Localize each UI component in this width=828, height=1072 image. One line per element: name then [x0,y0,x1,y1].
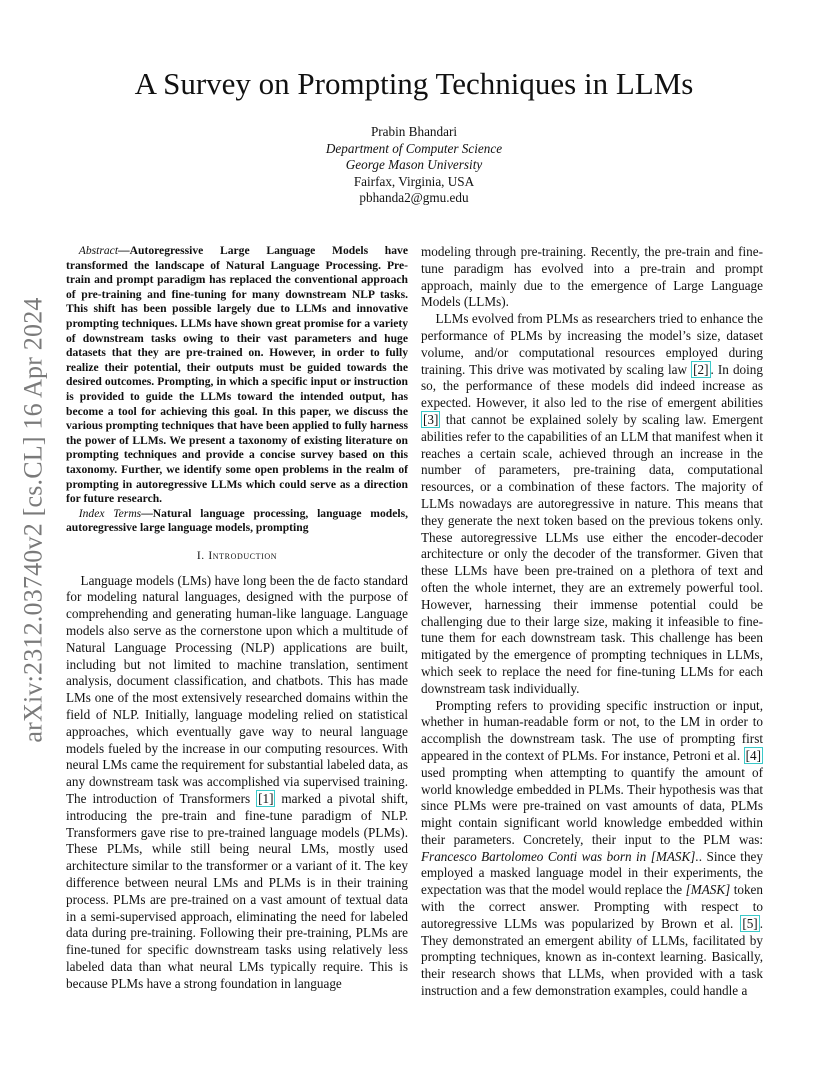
paragraph-text: that cannot be explained solely by scaling law. Emergent abilities refer to the capabilities of an LLM that manifest when it reaches a certain scale, achieved through an increase in the number of parameters, pre-training data, computational resources, or a combination of these factors. The majority of LLMs nowadays are autoregressive in nature. This means that they generate the next token based on the previous tokens only. These autoregressive LLMs use either the encoder-decoder architecture or only the decoder of the transformer. Given that these LLMs have been pre-trained on a plethora of text and often the whole internet, they are an extremely powerful tool. However, harnessing their immense potential could be challenging due to their large size, making it infeasible to fine-tune them for each downstream task. This challenge has been mitigated by the emergence of prompting techniques in LLMs, which seek to replace the need for fine-tuning LLMs for each downstream task individually. [421,411,763,696]
prompt-example: Francesco Bartolomeo Conti was born in [MASK]. [421,848,699,864]
paragraph-text: LLMs evolved from PLMs as researchers tried to enhance the performance of PLMs by increasing the model’s size, dataset volume, and/or computational resources employed during training. This drive was motivated by scaling law [421,311,763,377]
paragraph-text: . In doing so, the performance of these models did indeed increase as expected. However, it also led to the rise of emergent abilities [421,361,763,411]
mask-token: [MASK] [685,882,731,898]
intro-paragraph-3 [421,698,763,1000]
section-heading-introduction [66,548,408,565]
author-name: Prabin Bhandari [370,124,458,139]
intro-paragraph-1 [66,573,408,993]
abstract-text: —Autoregressive Large Language Models have transformed the landscape of Natural Language Processing. Pre-train and prompt paradigm has replaced the conventional approach of pre-training and fine-tuning for many downstream NLP tasks. This shift has been possible largely due to LLMs and innovative prompting techniques. LLMs have shown great promise for a variety of downstream tasks owing to their vast parameters and huge datasets that they are pre-trained on. However, in order to fully realize their potential, their outputs must be guided towards the desired outcomes. Prompting, in which a specific input or instruction is provided to guide the LLMs toward the intended output, has become a tool for achieving this goal. In this paper, we discuss the various prompting techniques that have been applied to fully harness the power of LLMs. We present a taxonomy of existing literature on prompting techniques and provide a concise survey based on this taxonomy. Further, we identify some open problems in the realm of prompting in autoregressive LLMs which could serve as a direction for future research. [66,244,408,506]
intro-paragraph-2 [421,311,763,697]
paragraph-text: . They demonstrated an emergent ability of LLMs, facilitated by prompting techniques, known as in-context learning. Basically, their research shows that LLMs, when provided with a task instruction and a few demonstration examples, could handle a [421,915,763,999]
paragraph-text: . Since they employed a masked language model in their experiments, the expectation was that the model would replace the [421,848,763,898]
paragraph-text: token with the correct answer. Prompting with respect to autoregressive LLMs was popularized by Brown et al. [421,882,763,931]
author-location: Fairfax, Virginia, USA [353,173,475,189]
section-title: Introduction [208,548,278,562]
right-column [421,244,763,1000]
index-terms [66,507,408,536]
index-terms-text: —Natural language processing, language models, autoregressive large language models, prompting [66,506,408,535]
abstract-label: Abstract [78,244,119,257]
index-terms-label: Index Terms [78,506,142,520]
citation-link[interactable]: [4] [745,747,761,763]
paragraph-text: marked a pivotal shift, introducing the pre-train and fine-tune paradigm of NLP. Transformers gave rise to pre-trained language models (PLMs). These PLMs, while still being neural LMs, mostly used architecture similar to the transformer or a variant of it. The key difference between neural LMs and PLMs is in their training process. PLMs are pre-trained on a vast amount of textual data in a semi-supervised approach, eliminating the need for labeled data during pre-training. Following their pre-training, PLMs are fine-tuned for specific downstream tasks using relatively less labeled data than what neural LMs typically require. This is because PLMs have a strong foundation in language [66,791,409,991]
citation-link[interactable]: [5] [742,915,758,931]
author-department: Department of Computer Science [325,140,503,156]
paragraph-text: Prompting refers to providing specific instruction or input, whether in human-readable form or not, to the LM in order to accomplish the downstream task. The use of prompting first appeared in the context of PLMs. For instance, Petroni et al. [421,697,763,763]
section-number: I. [196,548,209,562]
author-email: pbhanda2@gmu.edu [359,190,469,206]
author-block [0,124,828,207]
paper-title: A Survey on Prompting Techniques in LLMs [134,66,694,101]
citation-link[interactable]: [2] [693,361,709,377]
arxiv-identifier-text: arXiv:2312.03740v2 [cs.CL] 16 Apr 2024 [19,297,49,743]
arxiv-identifier [14,285,54,755]
left-column [66,244,408,993]
author-university: George Mason University [345,157,483,173]
citation-link[interactable]: [3] [423,411,439,427]
paragraph-text: Language models (LMs) have long been the de facto standard for modeling natural languages, designed with the purpose of comprehending and generating human-like language. Language models also serve as the cornerstone upon which a multitude of Natural Language Processing (NLP) applications are built, including but not limited to machine translation, sentiment analysis, document classification, and chatbots. This has made LMs one of the most extensively researched domains within the field of NLP. Initially, language modeling relied on statistical approaches, which eventually gave way to neural language models fueled by the increase in our computing resources. With neural LMs came the requirement for substantial labeled data, as any downstream task was accomplished via supervised training. The introduction of Transformers [66,572,408,807]
citation-link[interactable]: [1] [258,791,274,807]
paragraph-text: used prompting when attempting to quantify the amount of world knowledge embedded in PLMs. Their hypothesis was that since PLMs were pre-trained on vast amounts of data, PLMs might contain significant world knowledge embedded within their parameters. Concretely, their input to the PLM was: [421,764,763,847]
intro-paragraph-continued: modeling through pre-training. Recently, the pre-train and fine-tune paradigm has evolved into a pre-train and prompt approach, mainly due to the emergence of Large Language Models (LLMs). [421,244,763,310]
abstract [66,244,408,507]
